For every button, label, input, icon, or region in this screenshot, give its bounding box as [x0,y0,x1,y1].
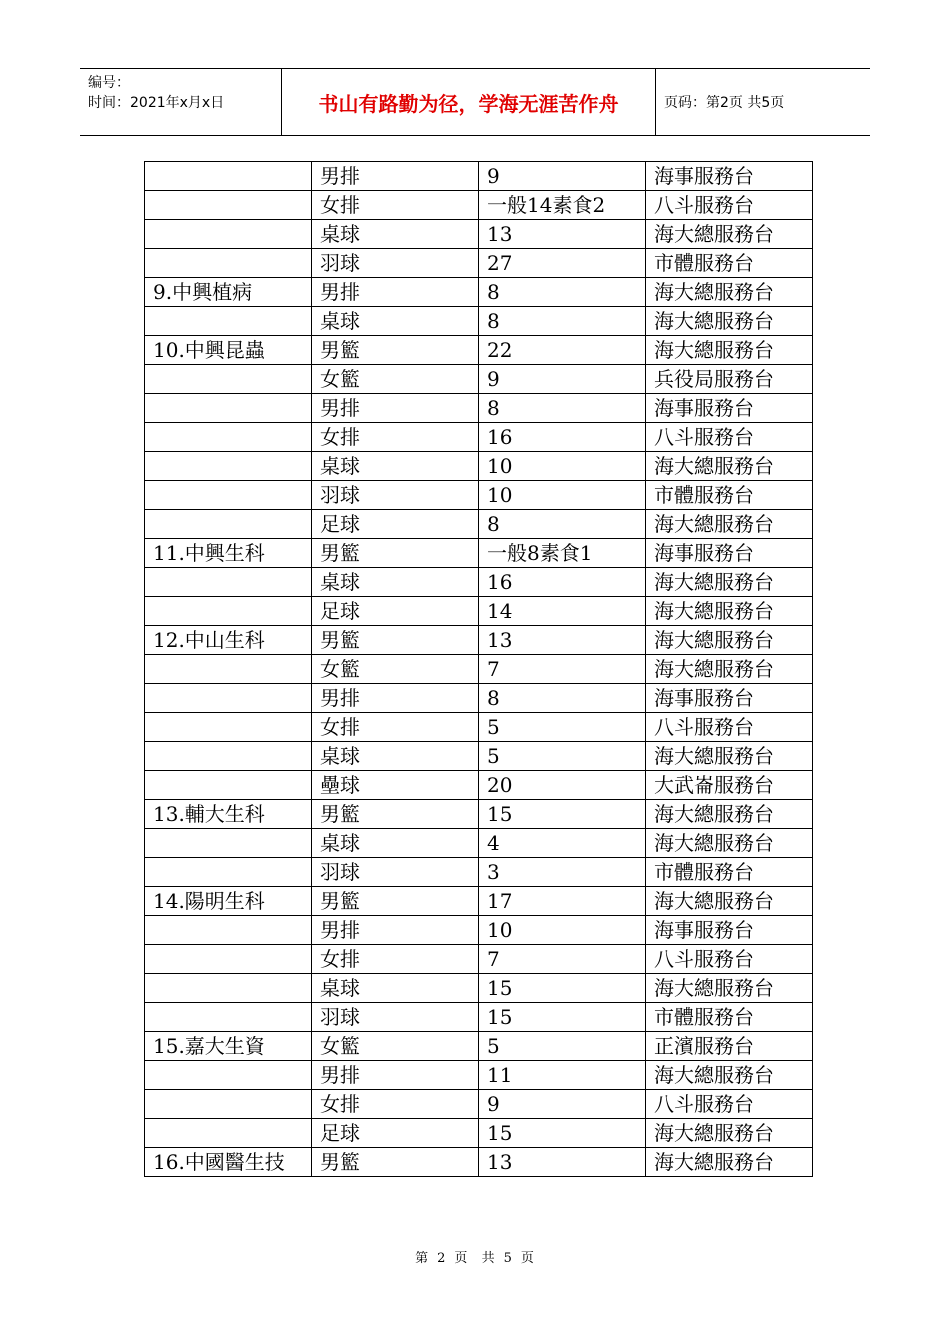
service-desk-cell: 海事服務台 [646,394,813,423]
table-row [145,771,813,800]
team-cell: 11.中興生科 [145,539,312,568]
team-cell [145,220,312,249]
service-desk-cell: 八斗服務台 [646,1090,813,1119]
count-cell: 10 [479,452,646,481]
table-row [145,249,813,278]
table-row [145,713,813,742]
sport-cell: 男籃 [312,539,479,568]
sport-cell: 桌球 [312,220,479,249]
service-desk-cell: 八斗服務台 [646,713,813,742]
sport-cell: 羽球 [312,1003,479,1032]
service-desk-cell: 八斗服務台 [646,423,813,452]
count-cell: 11 [479,1061,646,1090]
sport-cell: 女籃 [312,1032,479,1061]
table-row [145,394,813,423]
sport-cell: 壘球 [312,771,479,800]
service-desk-cell: 海大總服務台 [646,800,813,829]
count-cell: 一般14素食2 [479,191,646,220]
sport-cell: 女排 [312,1090,479,1119]
header-page-info: 页码：第2页 共5页 [664,95,785,111]
sport-cell: 桌球 [312,452,479,481]
team-cell [145,916,312,945]
count-cell: 15 [479,800,646,829]
service-desk-cell: 海大總服務台 [646,887,813,916]
sport-cell: 羽球 [312,481,479,510]
table-row [145,829,813,858]
table-row [145,568,813,597]
team-cell [145,452,312,481]
sport-cell: 桌球 [312,742,479,771]
table-row [145,220,813,249]
sport-cell: 桌球 [312,974,479,1003]
count-cell: 27 [479,249,646,278]
count-cell: 15 [479,1003,646,1032]
count-cell: 10 [479,481,646,510]
table-row [145,684,813,713]
service-desk-cell: 市體服務台 [646,481,813,510]
team-cell: 9.中興植病 [145,278,312,307]
table-row [145,1003,813,1032]
service-desk-cell: 海大總服務台 [646,597,813,626]
table-row [145,974,813,1003]
count-cell: 7 [479,655,646,684]
service-desk-cell: 正濱服務台 [646,1032,813,1061]
team-cell [145,191,312,220]
service-desk-cell: 海大總服務台 [646,452,813,481]
team-cell [145,510,312,539]
sport-cell: 足球 [312,597,479,626]
table-row [145,597,813,626]
table-row [145,1032,813,1061]
table-row [145,1148,813,1177]
service-desk-cell: 海大總服務台 [646,278,813,307]
sport-cell: 男籃 [312,800,479,829]
count-cell: 8 [479,394,646,423]
team-cell: 16.中國醫生技 [145,1148,312,1177]
count-cell: 8 [479,510,646,539]
footer-part: 页 [520,1251,535,1266]
count-cell: 5 [479,742,646,771]
table-row [145,1119,813,1148]
sport-cell: 桌球 [312,568,479,597]
service-desk-cell: 海大總服務台 [646,1148,813,1177]
team-cell [145,481,312,510]
service-desk-cell: 海大總服務台 [646,1061,813,1090]
service-desk-cell: 海大總服務台 [646,336,813,365]
team-cell [145,162,312,191]
sport-cell: 女籃 [312,365,479,394]
count-cell: 20 [479,771,646,800]
sport-cell: 羽球 [312,858,479,887]
sport-cell: 足球 [312,510,479,539]
team-cell [145,974,312,1003]
sport-cell: 桌球 [312,829,479,858]
page-header [80,68,870,136]
count-cell: 9 [479,162,646,191]
team-cell [145,423,312,452]
service-desk-cell: 海大總服務台 [646,655,813,684]
count-cell: 22 [479,336,646,365]
service-desk-cell: 海大總服務台 [646,510,813,539]
count-cell: 一般8素食1 [479,539,646,568]
service-desk-cell: 海大總服務台 [646,568,813,597]
table-row [145,452,813,481]
team-cell [145,1003,312,1032]
count-cell: 9 [479,365,646,394]
table-row [145,1061,813,1090]
team-cell [145,1119,312,1148]
team-cell [145,713,312,742]
team-cell: 14.陽明生科 [145,887,312,916]
service-desk-cell: 八斗服務台 [646,191,813,220]
table-row [145,742,813,771]
sport-cell: 男籃 [312,626,479,655]
service-desk-cell: 八斗服務台 [646,945,813,974]
sport-cell: 男籃 [312,1148,479,1177]
sport-cell: 桌球 [312,307,479,336]
team-cell [145,829,312,858]
table-row [145,916,813,945]
service-desk-cell: 海事服務台 [646,916,813,945]
header-motto: 书山有路勤为径，学海无涯苦作舟 [282,69,656,135]
service-desk-cell: 市體服務台 [646,858,813,887]
table-row [145,858,813,887]
count-cell: 4 [479,829,646,858]
sport-cell: 女籃 [312,655,479,684]
footer-part: 第 [415,1251,430,1266]
registration-table [144,161,813,1177]
service-desk-cell: 海大總服務台 [646,742,813,771]
count-cell: 5 [479,713,646,742]
count-cell: 3 [479,858,646,887]
table-row [145,481,813,510]
table-row [145,162,813,191]
service-desk-cell: 海大總服務台 [646,307,813,336]
count-cell: 15 [479,974,646,1003]
table-row [145,945,813,974]
sport-cell: 男排 [312,684,479,713]
count-cell: 7 [479,945,646,974]
count-cell: 5 [479,1032,646,1061]
footer-total-pages: 5 [503,1251,513,1266]
sport-cell: 女排 [312,423,479,452]
team-cell [145,249,312,278]
count-cell: 17 [479,887,646,916]
sport-cell: 女排 [312,713,479,742]
team-cell [145,1090,312,1119]
team-cell [145,858,312,887]
service-desk-cell: 海事服務台 [646,162,813,191]
sport-cell: 男排 [312,162,479,191]
table-row [145,1090,813,1119]
header-meta [80,69,282,135]
service-desk-cell: 海大總服務台 [646,829,813,858]
count-cell: 8 [479,684,646,713]
team-cell [145,394,312,423]
sport-cell: 足球 [312,1119,479,1148]
table-row [145,423,813,452]
count-cell: 8 [479,278,646,307]
team-cell [145,568,312,597]
table-row [145,278,813,307]
team-cell [145,307,312,336]
service-desk-cell: 海事服務台 [646,684,813,713]
table-body [145,162,813,1177]
count-cell: 13 [479,1148,646,1177]
service-desk-cell: 海大總服務台 [646,626,813,655]
sport-cell: 男排 [312,916,479,945]
count-cell: 8 [479,307,646,336]
footer-current-page: 2 [437,1251,447,1266]
sport-cell: 男籃 [312,887,479,916]
table-row [145,191,813,220]
sport-cell: 男排 [312,1061,479,1090]
count-cell: 9 [479,1090,646,1119]
count-cell: 15 [479,1119,646,1148]
team-cell [145,742,312,771]
service-desk-cell: 大武崙服務台 [646,771,813,800]
service-desk-cell: 海大總服務台 [646,974,813,1003]
count-cell: 16 [479,423,646,452]
team-cell [145,655,312,684]
table-row [145,655,813,684]
sport-cell: 羽球 [312,249,479,278]
document-time-label: 时间：2021年x月x日 [88,95,225,111]
table-row [145,510,813,539]
table-row [145,539,813,568]
table-row [145,365,813,394]
team-cell: 12.中山生科 [145,626,312,655]
count-cell: 16 [479,568,646,597]
service-desk-cell: 海事服務台 [646,539,813,568]
service-desk-cell: 市體服務台 [646,249,813,278]
team-cell: 10.中興昆蟲 [145,336,312,365]
table-row [145,887,813,916]
table-row [145,307,813,336]
team-cell [145,365,312,394]
service-desk-cell: 海大總服務台 [646,220,813,249]
team-cell [145,597,312,626]
document-number-label: 编号： [88,75,130,91]
count-cell: 10 [479,916,646,945]
team-cell: 13.輔大生科 [145,800,312,829]
footer-part: 共 [481,1251,496,1266]
table-row [145,336,813,365]
sport-cell: 男排 [312,278,479,307]
sport-cell: 男排 [312,394,479,423]
team-cell [145,1061,312,1090]
team-cell [145,684,312,713]
team-cell [145,771,312,800]
count-cell: 13 [479,220,646,249]
sport-cell: 女排 [312,945,479,974]
sport-cell: 男籃 [312,336,479,365]
team-cell: 15.嘉大生資 [145,1032,312,1061]
table-row [145,800,813,829]
table-row [145,626,813,655]
footer-part: 页 [454,1251,469,1266]
sport-cell: 女排 [312,191,479,220]
service-desk-cell: 海大總服務台 [646,1119,813,1148]
count-cell: 13 [479,626,646,655]
service-desk-cell: 市體服務台 [646,1003,813,1032]
count-cell: 14 [479,597,646,626]
team-cell [145,945,312,974]
page-footer [0,1247,950,1266]
service-desk-cell: 兵役局服務台 [646,365,813,394]
